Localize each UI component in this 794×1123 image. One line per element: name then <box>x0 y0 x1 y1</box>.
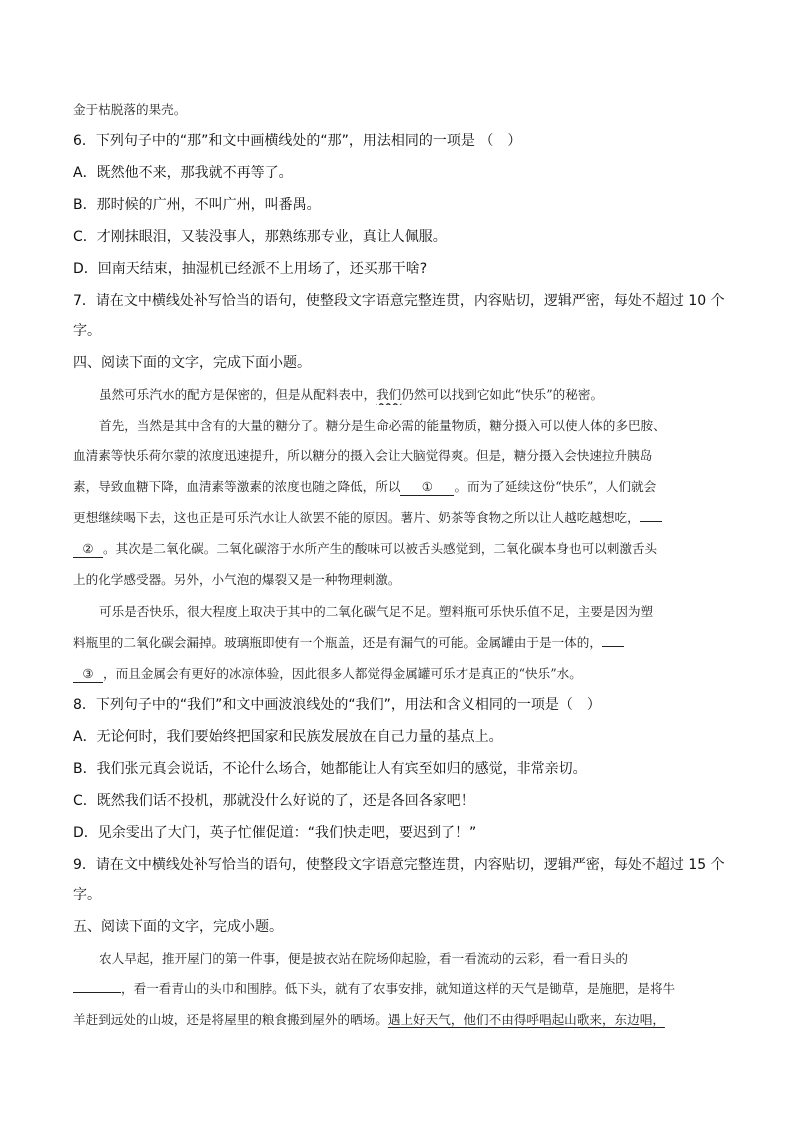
passage-line <box>73 570 725 590</box>
blank-2[interactable]: ② <box>73 541 103 558</box>
question-9-stem <box>73 855 725 875</box>
question-8-option-b <box>73 759 725 779</box>
passage-line <box>73 1010 725 1030</box>
passage-text: 可乐是否快乐，很大程度上取决于其中的二氧化碳气足不足。塑料瓶可乐快乐值不足，主要是因为塑 <box>99 604 654 619</box>
passage-line <box>73 979 725 999</box>
section-5-heading <box>73 917 725 937</box>
section-heading-text: 五、阅读下面的文字，完成小题。 <box>73 919 283 935</box>
passage-line <box>73 446 725 466</box>
passage-text: 首先，当然是其中含有的大量的糖分了。糖分是生命必需的能量物质，糖分摄入可以使人体的多巴胺、 <box>99 418 666 433</box>
question-text: 9．请在文中横线处补写恰当的语句，使整段文字语意完整连贯，内容贴切，逻辑严密，每处不超过 15 个 <box>73 857 725 873</box>
question-7-stem <box>73 291 725 311</box>
passage-text: 素，导致血糖下降，血清素等激素的浓度也随之降低，所以 <box>73 479 401 494</box>
question-text: 7．请在文中横线处补写恰当的语句，使整段文字语意完整连贯，内容贴切，逻辑严密，每处不超过 10 个 <box>73 293 725 309</box>
option-text: C．才刚抹眼泪，又装没事人，那熟练那专业，真让人佩服。 <box>73 229 447 245</box>
passage-line <box>73 508 725 528</box>
passage-text: 。其次是二氧化碳。二氧化碳溶于水所产生的酸味可以被舌头感觉到，二氧化碳本身也可以刺激舌头 <box>103 541 658 556</box>
option-text: A．既然他不来，那我就不再等了。 <box>73 165 293 181</box>
question-text: 6．下列句子中的“那”和文中画横线处的“那”，用法相同的一项是 （ ） <box>73 133 522 149</box>
question-6-option-a <box>73 163 725 183</box>
passage-text: 农人早起，推开屋门的第一件事，便是披衣站在院场仰起脸，看一看流动的云彩，看一看日头的 <box>99 951 628 966</box>
passage-line <box>73 385 725 405</box>
passage-text: 羊赶到远处的山坡，还是将屋里的粮食搬到屋外的晒场。 <box>73 1012 388 1027</box>
option-text: C．既然我们话不投机，那就没什么好说的了，还是各回各家吧！ <box>73 793 475 809</box>
question-text: 字。 <box>73 887 101 903</box>
question-8-stem <box>73 695 725 715</box>
blank-4[interactable] <box>73 992 121 993</box>
blank-2-start[interactable] <box>640 521 662 522</box>
option-text: D．见余雯出了大门，英子忙催促道：“我们快走吧，要迟到了！” <box>73 825 477 841</box>
question-text: 字。 <box>73 323 101 339</box>
question-6-option-d <box>73 259 725 279</box>
question-9-stem-cont <box>73 885 725 905</box>
passage-text: 上的化学感受器。另外，小气泡的爆裂又是一种物理刺激。 <box>73 572 401 587</box>
question-6-option-b <box>73 195 725 215</box>
passage-text: 更想继续喝下去，这也正是可乐汽水让人欲罢不能的原因。薯片、奶茶等食物之所以让人越吃越想吃， <box>73 510 640 525</box>
question-8-option-d <box>73 823 725 843</box>
question-8-option-c <box>73 791 725 811</box>
blank-3-start[interactable] <box>602 646 624 647</box>
question-6-stem <box>73 131 725 151</box>
passage-text: ，而且金属会有更好的冰凉体验，因此很多人都觉得金属罐可乐才是真正的“快乐”水。 <box>103 666 582 681</box>
option-text: D．回南天结束，抽湿机已经派不上用场了，还买那干啥? <box>73 261 428 277</box>
passage-text: 仍然可以找到它如此“快乐”的秘密。 <box>401 387 604 402</box>
question-7-stem-cont <box>73 321 725 341</box>
passage-line <box>73 477 725 497</box>
section-heading-text: 四、阅读下面的文字，完成下面小题。 <box>73 355 311 371</box>
passage-text: 金于枯脱落的果壳。 <box>73 102 187 117</box>
option-text: A．无论何时，我们要始终把国家和民族发展放在自己力量的基点上。 <box>73 729 503 745</box>
wavy-underlined-word: 我们 <box>376 387 402 402</box>
passage-text: 。而为了延续这份“快乐”，人们就会 <box>454 479 657 494</box>
section-4-heading <box>73 353 725 373</box>
passage-line <box>73 539 725 559</box>
passage-line <box>73 633 725 653</box>
question-6-option-c <box>73 227 725 247</box>
passage-text: 虽然可乐汽水的配方是保密的，但是从配料表中， <box>99 387 377 402</box>
blank-1[interactable]: ① <box>400 479 454 496</box>
passage-line <box>73 664 725 684</box>
passage-text: ，看一看青山的头巾和围脖。低下头，就有了农事安排，就知道这样的天气是锄草，是施肥，是将牛 <box>121 981 676 996</box>
passage-text: 料瓶里的二氧化碳会漏掉。玻璃瓶即使有一个瓶盖，还是有漏气的可能。金属罐由于是一体的， <box>73 635 602 650</box>
passage-line <box>73 100 725 120</box>
option-text: B．那时候的广州，不叫广州，叫番禺。 <box>73 197 321 213</box>
passage-line <box>73 602 725 622</box>
passage-line <box>73 416 725 436</box>
blank-3[interactable]: ③ <box>73 666 103 683</box>
passage-line <box>73 949 725 969</box>
underlined-sentence: 遇上好天气，他们不由得呼唱起山歌来，东边唱， <box>387 1012 665 1027</box>
question-text: 8．下列句子中的“我们”和文中画波浪线处的“我们”，用法和含义相同的一项是（ ） <box>73 697 601 713</box>
question-8-option-a <box>73 727 725 747</box>
passage-text: 血清素等快乐荷尔蒙的浓度迅速提升，所以糖分的摄入会让大脑觉得爽。但是，糖分摄入会快速拉升胰岛 <box>73 448 653 463</box>
option-text: B．我们张元真会说话，不论什么场合，她都能让人有宾至如归的感觉，非常亲切。 <box>73 761 587 777</box>
